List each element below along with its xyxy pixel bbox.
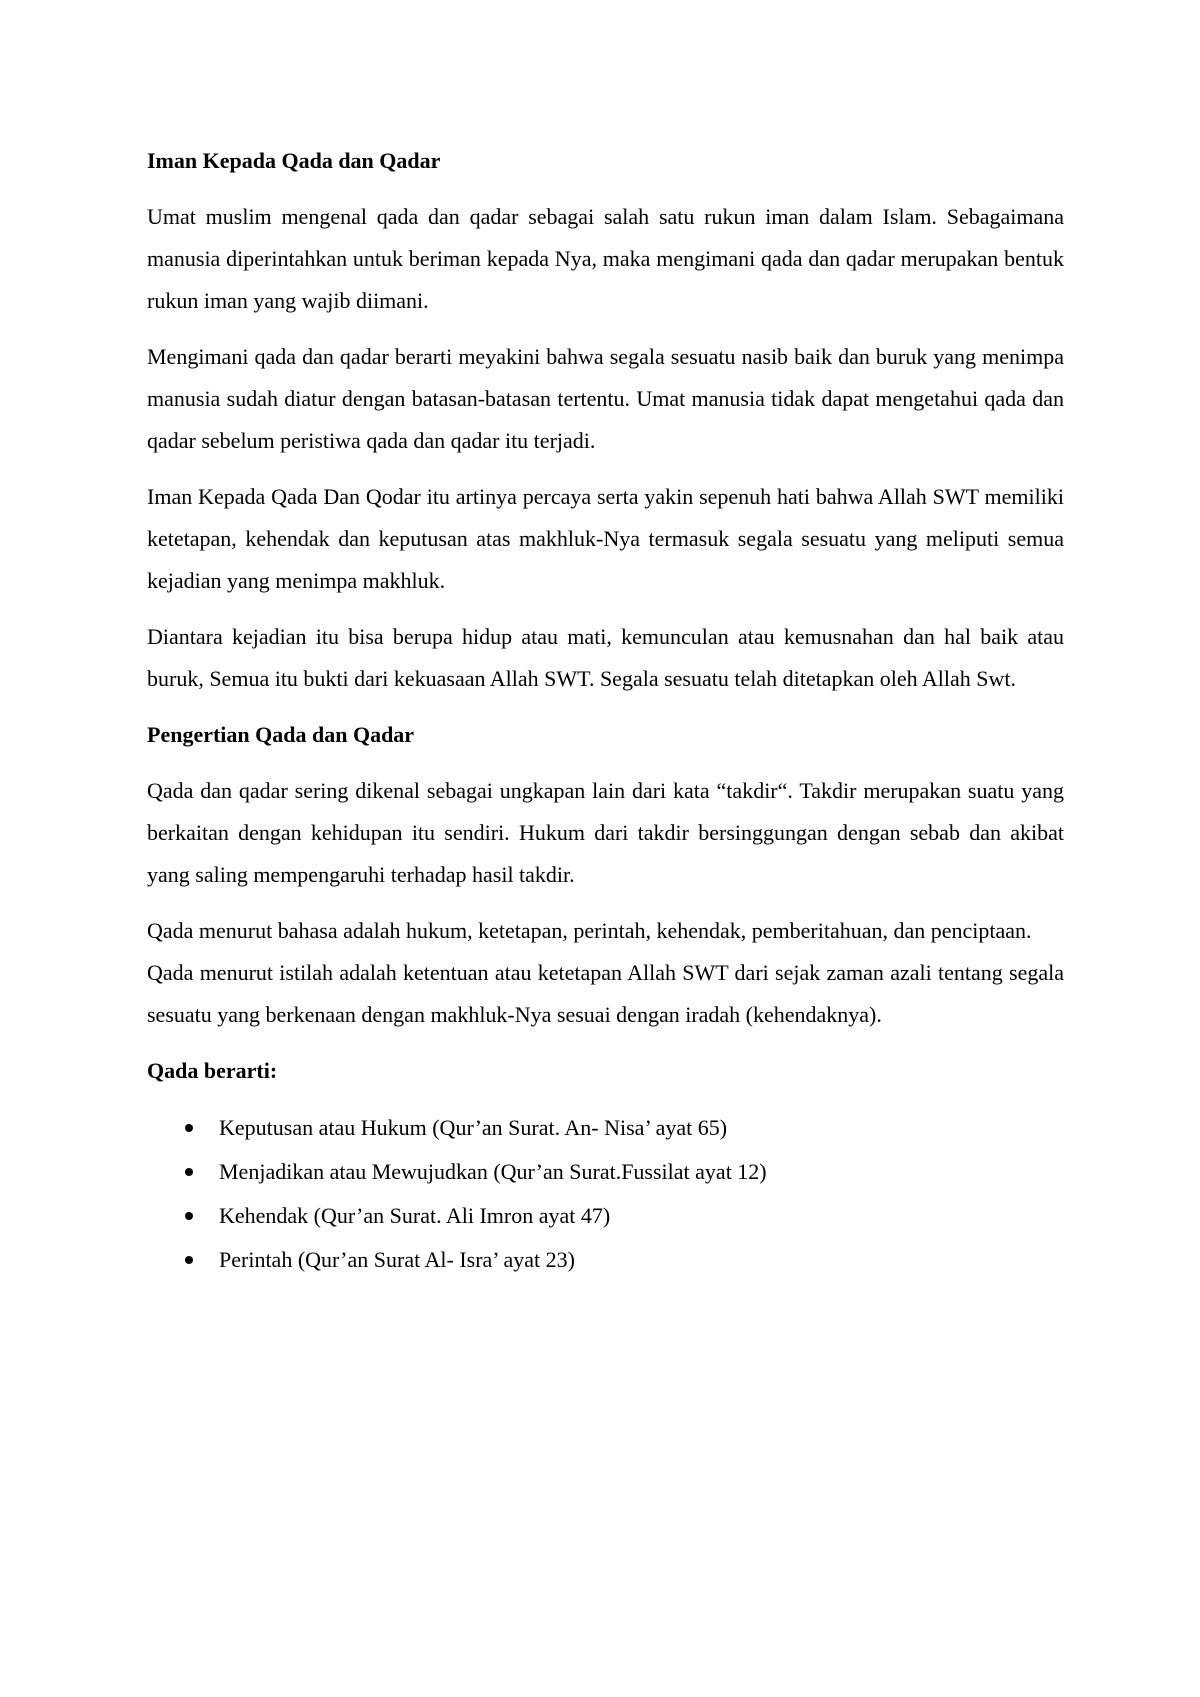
list-item-text: Kehendak (Qur’an Surat. Ali Imron ayat 47) (219, 1203, 611, 1228)
document-page (147, 140, 1064, 1282)
heading-qada-berarti: Qada berarti: (147, 1058, 278, 1083)
bullet-icon (185, 1124, 193, 1132)
bullet-icon (185, 1256, 193, 1264)
bullet-list (147, 1106, 1064, 1282)
heading-iman-kepada-qada-dan-qadar: Iman Kepada Qada dan Qadar (147, 148, 441, 173)
list-item-text: Keputusan atau Hukum (Qur’an Surat. An- Nisa’ ayat 65) (219, 1115, 728, 1140)
list-item-text: Menjadikan atau Mewujudkan (Qur’an Surat.Fussilat ayat 12) (219, 1159, 767, 1184)
paragraph-6: Qada menurut bahasa adalah hukum, ketetapan, perintah, kehendak, pemberitahuan, dan penciptaan. (147, 918, 1032, 943)
paragraph-4: Diantara kejadian itu bisa berupa hidup atau mati, kemunculan atau kemusnahan dan hal baik atau buruk, Semua itu bukti dari kekuasaan Allah SWT. Segala sesuatu telah ditetapkan oleh Allah Swt. (147, 624, 1064, 691)
paragraph-5: Qada dan qadar sering dikenal sebagai ungkapan lain dari kata “takdir“. Takdir merupakan suatu yang berkaitan dengan kehidupan itu sendiri. Hukum dari takdir bersinggungan dengan sebab dan akibat yang saling mempengaruhi terhadap hasil takdir. (147, 778, 1064, 887)
bullet-icon (185, 1168, 193, 1176)
list-item (147, 1238, 1064, 1282)
list-item (147, 1194, 1064, 1238)
paragraph-2: Mengimani qada dan qadar berarti meyakini bahwa segala sesuatu nasib baik dan buruk yang menimpa manusia sudah diatur dengan batasan-batasan tertentu. Umat manusia tidak dapat mengetahui qada dan qadar sebelum peristiwa qada dan qadar itu terjadi. (147, 344, 1064, 453)
list-item (147, 1150, 1064, 1194)
list-item-text: Perintah (Qur’an Surat Al- Isra’ ayat 23) (219, 1247, 575, 1272)
paragraph-3: Iman Kepada Qada Dan Qodar itu artinya percaya serta yakin sepenuh hati bahwa Allah SWT memiliki ketetapan, kehendak dan keputusan atas makhluk-Nya termasuk segala sesuatu yang meliputi semua kejadian yang menimpa makhluk. (147, 484, 1064, 593)
paragraph-1: Umat muslim mengenal qada dan qadar sebagai salah satu rukun iman dalam Islam. Sebagaimana manusia diperintahkan untuk beriman kepada Nya, maka mengimani qada dan qadar merupakan bentuk rukun iman yang wajib diimani. (147, 204, 1064, 313)
paragraph-7: Qada menurut istilah adalah ketentuan atau ketetapan Allah SWT dari sejak zaman azali tentang segala sesuatu yang berkenaan dengan makhluk-Nya sesuai dengan iradah (kehendaknya). (147, 960, 1064, 1027)
list-item (147, 1106, 1064, 1150)
heading-pengertian-qada-dan-qadar: Pengertian Qada dan Qadar (147, 722, 415, 747)
bullet-icon (185, 1212, 193, 1220)
